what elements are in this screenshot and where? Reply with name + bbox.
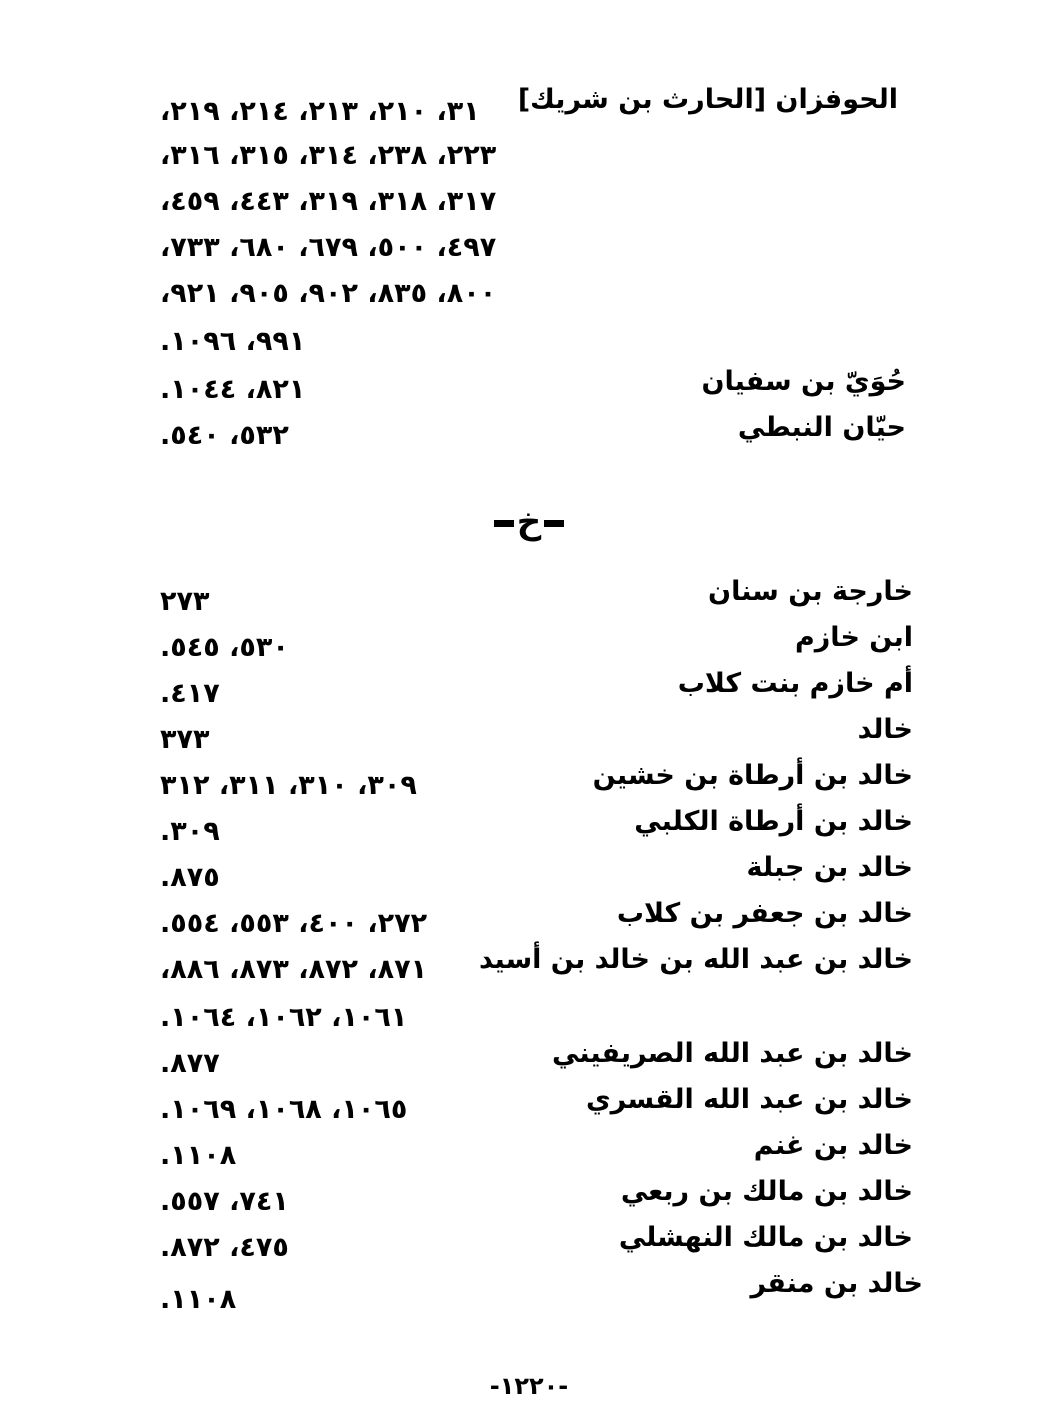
entry-pages: ٣٠٩، ٣١٠، ٣١١، ٣١٢ bbox=[160, 770, 417, 801]
index-entry bbox=[0, 80, 1058, 128]
entry-name: خالد بن مالك بن ربعي bbox=[620, 1176, 913, 1207]
entry-name: خالد بن جبلة bbox=[746, 852, 913, 883]
entry-pages: ٢٧٣ bbox=[160, 586, 210, 617]
index-entry bbox=[0, 664, 1058, 712]
header-dash bbox=[544, 520, 564, 527]
entry-pages: ١٠٦٥، ١٠٦٨، ١٠٦٩. bbox=[160, 1094, 408, 1125]
index-entry bbox=[0, 1080, 1058, 1128]
index-entry bbox=[0, 1264, 1058, 1315]
entry-pages: ١١٠٨. bbox=[160, 1284, 237, 1315]
entry-pages: ٨٧١، ٨٧٢، ٨٧٣، ٨٨٦، bbox=[160, 954, 428, 985]
index-entry bbox=[0, 1172, 1058, 1220]
entry-name: حُوَيّ بن سفيان bbox=[701, 366, 906, 397]
section-letter: خ bbox=[516, 502, 542, 542]
entry-pages: ٣١، ٢١٠، ٢١٣، ٢١٤، ٢١٩، bbox=[160, 96, 480, 127]
index-entry bbox=[0, 710, 1058, 758]
index-entry bbox=[0, 572, 1058, 620]
index-entry bbox=[0, 618, 1058, 666]
index-entry bbox=[0, 756, 1058, 804]
entry-pages: ٨٢١، ١٠٤٤. bbox=[160, 374, 306, 405]
entry-pages: ٧٤١، ٥٥٧. bbox=[160, 1186, 289, 1217]
entry-pages-continued: ٩٩١، ١٠٩٦. bbox=[160, 326, 306, 357]
entry-name: خالد بن منقر bbox=[750, 1268, 923, 1299]
entry-pages: ٤٧٥، ٨٧٢. bbox=[160, 1232, 289, 1263]
index-entry bbox=[0, 408, 1058, 456]
entry-pages-continued: ٢٢٣، ٢٣٨، ٣١٤، ٣١٥، ٣١٦، bbox=[160, 140, 497, 171]
index-entry bbox=[0, 802, 1058, 850]
entry-name: ابن خازم bbox=[794, 622, 913, 653]
entry-name: خالد بن غنم bbox=[753, 1130, 913, 1161]
entry-name: خالد بن أرطاة الكلبي bbox=[634, 806, 913, 837]
entry-pages: ٤١٧. bbox=[160, 678, 220, 709]
entry-name: خالد بن جعفر بن كلاب bbox=[616, 898, 913, 929]
entry-pages-continued: ٤٩٧، ٥٠٠، ٦٧٩، ٦٨٠، ٧٣٣، bbox=[160, 232, 497, 263]
entry-pages-continued: ٣١٧، ٣١٨، ٣١٩، ٤٤٣، ٤٥٩، bbox=[160, 186, 497, 217]
entry-name: خالد بن عبد الله الصريفيني bbox=[552, 1038, 913, 1069]
entry-pages-continued: ٨٠٠، ٨٣٥، ٩٠٢، ٩٠٥، ٩٢١، bbox=[160, 278, 497, 309]
entry-name: أم خازم بنت كلاب bbox=[677, 668, 913, 699]
entry-pages: ٣٠٩. bbox=[160, 816, 220, 847]
entry-pages: ٨٧٥. bbox=[160, 862, 220, 893]
section-header bbox=[0, 500, 1058, 544]
index-entry bbox=[0, 1034, 1058, 1082]
entry-pages: ١١٠٨. bbox=[160, 1140, 237, 1171]
entry-pages: ٥٣٢، ٥٤٠. bbox=[160, 420, 289, 451]
index-entry bbox=[0, 362, 1058, 410]
entry-name: خالد بن عبد الله القسري bbox=[585, 1084, 913, 1115]
index-entry bbox=[0, 1218, 1058, 1266]
entry-name: خارجة بن سنان bbox=[708, 576, 913, 607]
entry-pages: ٨٧٧. bbox=[160, 1048, 220, 1079]
entry-name: خالد بن مالك النهشلي bbox=[618, 1222, 913, 1253]
header-dash bbox=[494, 520, 514, 527]
entry-pages: ٣٧٣ bbox=[160, 724, 210, 755]
index-entry bbox=[0, 1126, 1058, 1174]
entry-name: خالد بن عبد الله بن خالد بن أسيد bbox=[478, 944, 913, 975]
index-entry bbox=[0, 940, 1058, 988]
entry-name: خالد بن أرطاة بن خشين bbox=[592, 760, 913, 791]
entry-pages: ٥٣٠، ٥٤٥. bbox=[160, 632, 289, 663]
index-entry bbox=[0, 848, 1058, 896]
entry-pages-continued: ١٠٦١، ١٠٦٢، ١٠٦٤. bbox=[160, 1002, 408, 1033]
entry-pages: ٢٧٢، ٤٠٠، ٥٥٣، ٥٥٤. bbox=[160, 908, 428, 939]
entry-name: الحوفزان [الحارث بن شريك] bbox=[517, 84, 898, 115]
entry-name: حيّان النبطي bbox=[737, 412, 906, 443]
page-number: -١٢٢٠- bbox=[489, 1372, 569, 1400]
index-entry bbox=[0, 894, 1058, 942]
entry-name: خالد bbox=[857, 714, 913, 745]
